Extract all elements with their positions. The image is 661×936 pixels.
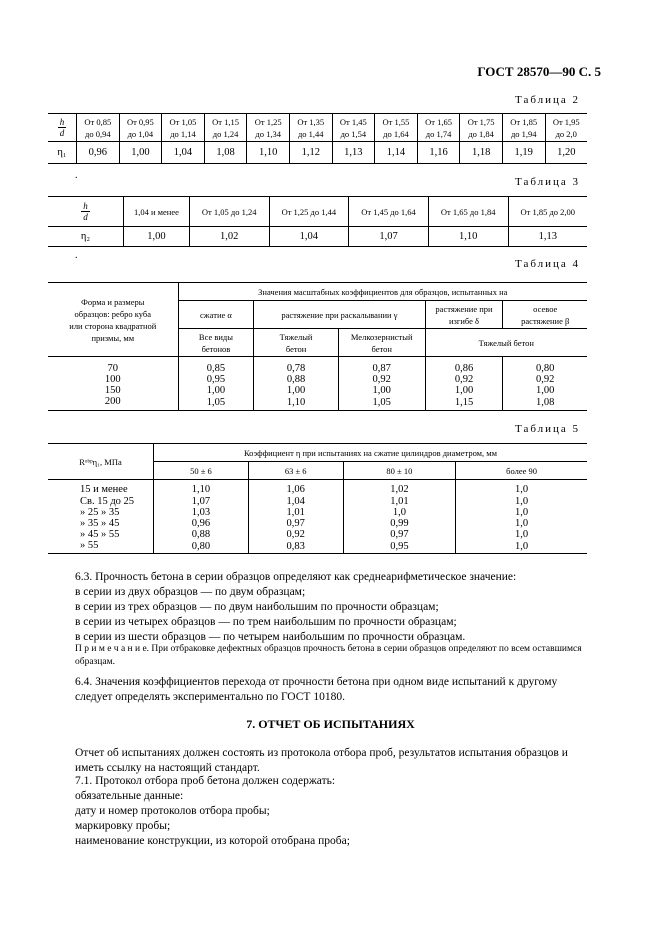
- t4-cell: 0,80: [503, 357, 587, 375]
- t4-cell: 0,86: [425, 357, 503, 375]
- t2-cell: 1,08: [204, 142, 247, 164]
- t2-range: От 1,95 до 2,0: [545, 114, 587, 142]
- t5-cell: 0,97: [343, 529, 456, 540]
- t5-col: более 90: [456, 462, 587, 480]
- t3-range: От 1,85 до 2,00: [508, 197, 587, 227]
- paragraph-7: Отчет об испытаниях должен состоять из протокола отбора проб, результатов испытания образцов и иметь ссылку на настоящий стандарт.: [75, 747, 568, 774]
- t3-cell: 1,02: [189, 227, 269, 247]
- t2-range: От 1,05 до 1,14: [162, 114, 205, 142]
- t4-cell: 1,05: [338, 396, 425, 410]
- text-line: обязательные данные:: [75, 790, 184, 802]
- text-line: дату и номер протоколов отбора пробы;: [75, 805, 270, 817]
- text-line: наименование конструкции, из которой отобрана проба;: [75, 835, 350, 847]
- t4-s-heavy: Тяжелый бетон: [254, 329, 339, 357]
- t3-row-label: η₂: [48, 227, 124, 247]
- t2-cell: 1,00: [119, 142, 162, 164]
- t4-cell: 0,92: [338, 374, 425, 385]
- t2-range: От 1,75 до 1,84: [460, 114, 503, 142]
- table4-caption: Таблица 4: [515, 258, 581, 270]
- t4-cell: 0,87: [338, 357, 425, 375]
- t4-h-split: растяжение при раскалывании γ: [254, 301, 425, 329]
- t5-cell: 1,0: [456, 518, 587, 529]
- t5-col: 80 ± 10: [343, 462, 456, 480]
- table-2: [48, 113, 587, 164]
- t2-range: От 1,25 до 1,34: [247, 114, 290, 142]
- paragraph-6-3: [75, 570, 585, 645]
- t2-range: От 1,35 до 1,44: [289, 114, 332, 142]
- t5-cell: 1,0: [343, 507, 456, 518]
- t4-h-compress: сжатие α: [178, 301, 254, 329]
- t5-cell: » 55: [48, 540, 154, 554]
- t5-cell: 0,97: [248, 518, 343, 529]
- t3-range: От 1,05 до 1,24: [189, 197, 269, 227]
- text-line: 6.3. Прочность бетона в серии образцов определяют как среднеарифметическое значение:: [75, 571, 517, 583]
- t4-cell: 150: [104, 385, 121, 396]
- t2-cell: 1,14: [375, 142, 418, 164]
- text-line: маркировку пробы;: [75, 820, 171, 832]
- t4-cell: 1,05: [178, 396, 254, 410]
- paragraph-6-4: 6.4. Значения коэффициентов перехода от прочности бетона при одном виде испытаний к другому следует определять экспериментально по ГОСТ 10180.: [75, 676, 558, 703]
- t3-range: От 1,45 до 1,64: [349, 197, 429, 227]
- t4-s-fine: Мелкозернистый бетон: [338, 329, 425, 357]
- t5-cell: 1,0: [456, 496, 587, 507]
- t4-h-axial: осевое растяжение β: [503, 301, 587, 329]
- text-line: в серии из четырех образцов — по трем наибольшим по прочности образцам;: [75, 616, 457, 628]
- t4-cell: 1,15: [425, 396, 503, 410]
- t5-cell: 0,80: [154, 540, 249, 554]
- t5-left-head: Rᵒᵇᵖη₁, МПа: [48, 444, 154, 480]
- t3-cell: 1,07: [349, 227, 429, 247]
- t5-cell: 0,83: [248, 540, 343, 554]
- t2-cell: 1,13: [332, 142, 375, 164]
- t4-cell: 1,00: [254, 385, 339, 396]
- t3-range: 1,04 и менее: [124, 197, 190, 227]
- table-4: [48, 282, 587, 411]
- t4-cell: 0,88: [254, 374, 339, 385]
- t5-cell: » 35 » 45: [80, 517, 120, 529]
- t5-cell: 1,0: [456, 480, 587, 496]
- table-5: [48, 443, 587, 554]
- t2-range: От 0,95 до 1,04: [119, 114, 162, 142]
- t5-cell: 15 и менее: [80, 484, 128, 496]
- t3-cell: 1,10: [428, 227, 508, 247]
- table2-caption: Таблица 2: [515, 94, 581, 106]
- table-3: [48, 196, 587, 247]
- t3-cell: 1,00: [124, 227, 190, 247]
- t2-range: От 1,55 до 1,64: [375, 114, 418, 142]
- t4-cell: 0,95: [178, 374, 254, 385]
- t3-cell: 1,04: [269, 227, 349, 247]
- stray-dot: .: [75, 250, 78, 261]
- list-7-1: [75, 774, 585, 849]
- t2-range: От 0,85 до 0,94: [77, 114, 120, 142]
- t5-cell: 1,02: [343, 480, 456, 496]
- text-line: в серии из трех образцов — по двум наибольшим по прочности образцам;: [75, 601, 439, 613]
- t5-cell: » 25 » 35: [80, 506, 120, 518]
- t2-hd-fraction: $\frac{h}{d}$: [48, 114, 77, 142]
- t5-cell: » 45 » 55: [80, 528, 120, 540]
- t4-cell: 70: [107, 363, 119, 374]
- t5-cell: 1,04: [248, 496, 343, 507]
- t4-cell: 0,78: [254, 357, 339, 375]
- t4-cell: 100: [104, 374, 121, 385]
- t4-cell: 1,00: [503, 385, 587, 396]
- t5-cell: 1,01: [343, 496, 456, 507]
- t2-range: От 1,15 до 1,24: [204, 114, 247, 142]
- t2-row-label: η₁: [48, 142, 77, 164]
- text-line: в серии из двух образцов — по двум образцам;: [75, 586, 306, 598]
- t5-cell: 1,0: [456, 540, 587, 554]
- t5-cell: 1,07: [154, 496, 249, 507]
- text-line: 7.1. Протокол отбора проб бетона должен содержать:: [75, 775, 336, 787]
- t4-cell: 0,85: [178, 357, 254, 375]
- t5-cell: 1,01: [248, 507, 343, 518]
- t4-cell: 1,08: [503, 396, 587, 410]
- t4-cell: 1,00: [425, 385, 503, 396]
- t5-cell: 1,0: [456, 529, 587, 540]
- t2-cell: 1,20: [545, 142, 587, 164]
- t4-left-head: Форма и размеры образцов: ребро куба или сторона квадратной призмы, мм: [48, 283, 178, 357]
- t4-cell: 1,00: [338, 385, 425, 396]
- t3-range: От 1,65 до 1,84: [428, 197, 508, 227]
- t5-cell: 0,88: [154, 529, 249, 540]
- t4-cell: 0,92: [425, 374, 503, 385]
- t5-col: 50 ± 6: [154, 462, 249, 480]
- t5-cell: 1,06: [248, 480, 343, 496]
- t5-cell: 0,92: [248, 529, 343, 540]
- t4-s-all: Все виды бетонов: [178, 329, 254, 357]
- t4-cell: 1,10: [254, 396, 339, 410]
- t2-cell: 0,96: [77, 142, 120, 164]
- t3-range: От 1,25 до 1,44: [269, 197, 349, 227]
- t5-cell: 1,0: [456, 507, 587, 518]
- page-header: ГОСТ 28570—90 С. 5: [477, 64, 601, 79]
- section-title: 7. ОТЧЕТ ОБ ИСПЫТАНИЯХ: [246, 717, 415, 731]
- t2-range: От 1,65 до 1,74: [417, 114, 460, 142]
- t4-top-head: Значения масштабных коэффициентов для образцов, испытанных на: [178, 283, 587, 301]
- t2-cell: 1,10: [247, 142, 290, 164]
- t3-hd-fraction: $\frac{h}{d}$: [48, 197, 124, 227]
- t2-cell: 1,12: [289, 142, 332, 164]
- t5-col: 63 ± 6: [248, 462, 343, 480]
- t3-cell: 1,13: [508, 227, 587, 247]
- t2-cell: 1,19: [502, 142, 545, 164]
- t4-cell: 0,92: [503, 374, 587, 385]
- t5-cell: Св. 15 до 25: [80, 495, 135, 507]
- t5-cell: 0,99: [343, 518, 456, 529]
- t4-h-bend: растяжение при изгибе δ: [425, 301, 503, 329]
- t4-cell: 1,00: [178, 385, 254, 396]
- t2-cell: 1,04: [162, 142, 205, 164]
- t2-range: От 1,85 до 1,94: [502, 114, 545, 142]
- t5-cell: 1,10: [154, 480, 249, 496]
- t4-cell: 200: [48, 396, 178, 410]
- t5-cell: 0,95: [343, 540, 456, 554]
- t2-cell: 1,16: [417, 142, 460, 164]
- t5-top-head: Коэффициент η при испытаниях на сжатие цилиндров диаметром, мм: [154, 444, 588, 462]
- t2-cell: 1,18: [460, 142, 503, 164]
- t2-range: От 1,45 до 1,54: [332, 114, 375, 142]
- table5-caption: Таблица 5: [515, 423, 581, 435]
- note: П р и м е ч а н и е. При отбраковке дефектных образцов прочность бетона в серии образцов определяют по всем оставшимся образцам.: [75, 644, 582, 667]
- t5-cell: 0,96: [154, 518, 249, 529]
- t5-cell: 1,03: [154, 507, 249, 518]
- text-line: в серии из шести образцов — по четырем наибольшим по прочности образцам.: [75, 631, 466, 643]
- t4-s-heavy2: Тяжелый бетон: [425, 329, 587, 357]
- table3-caption: Таблица 3: [515, 176, 581, 188]
- stray-dot: .: [75, 170, 78, 181]
